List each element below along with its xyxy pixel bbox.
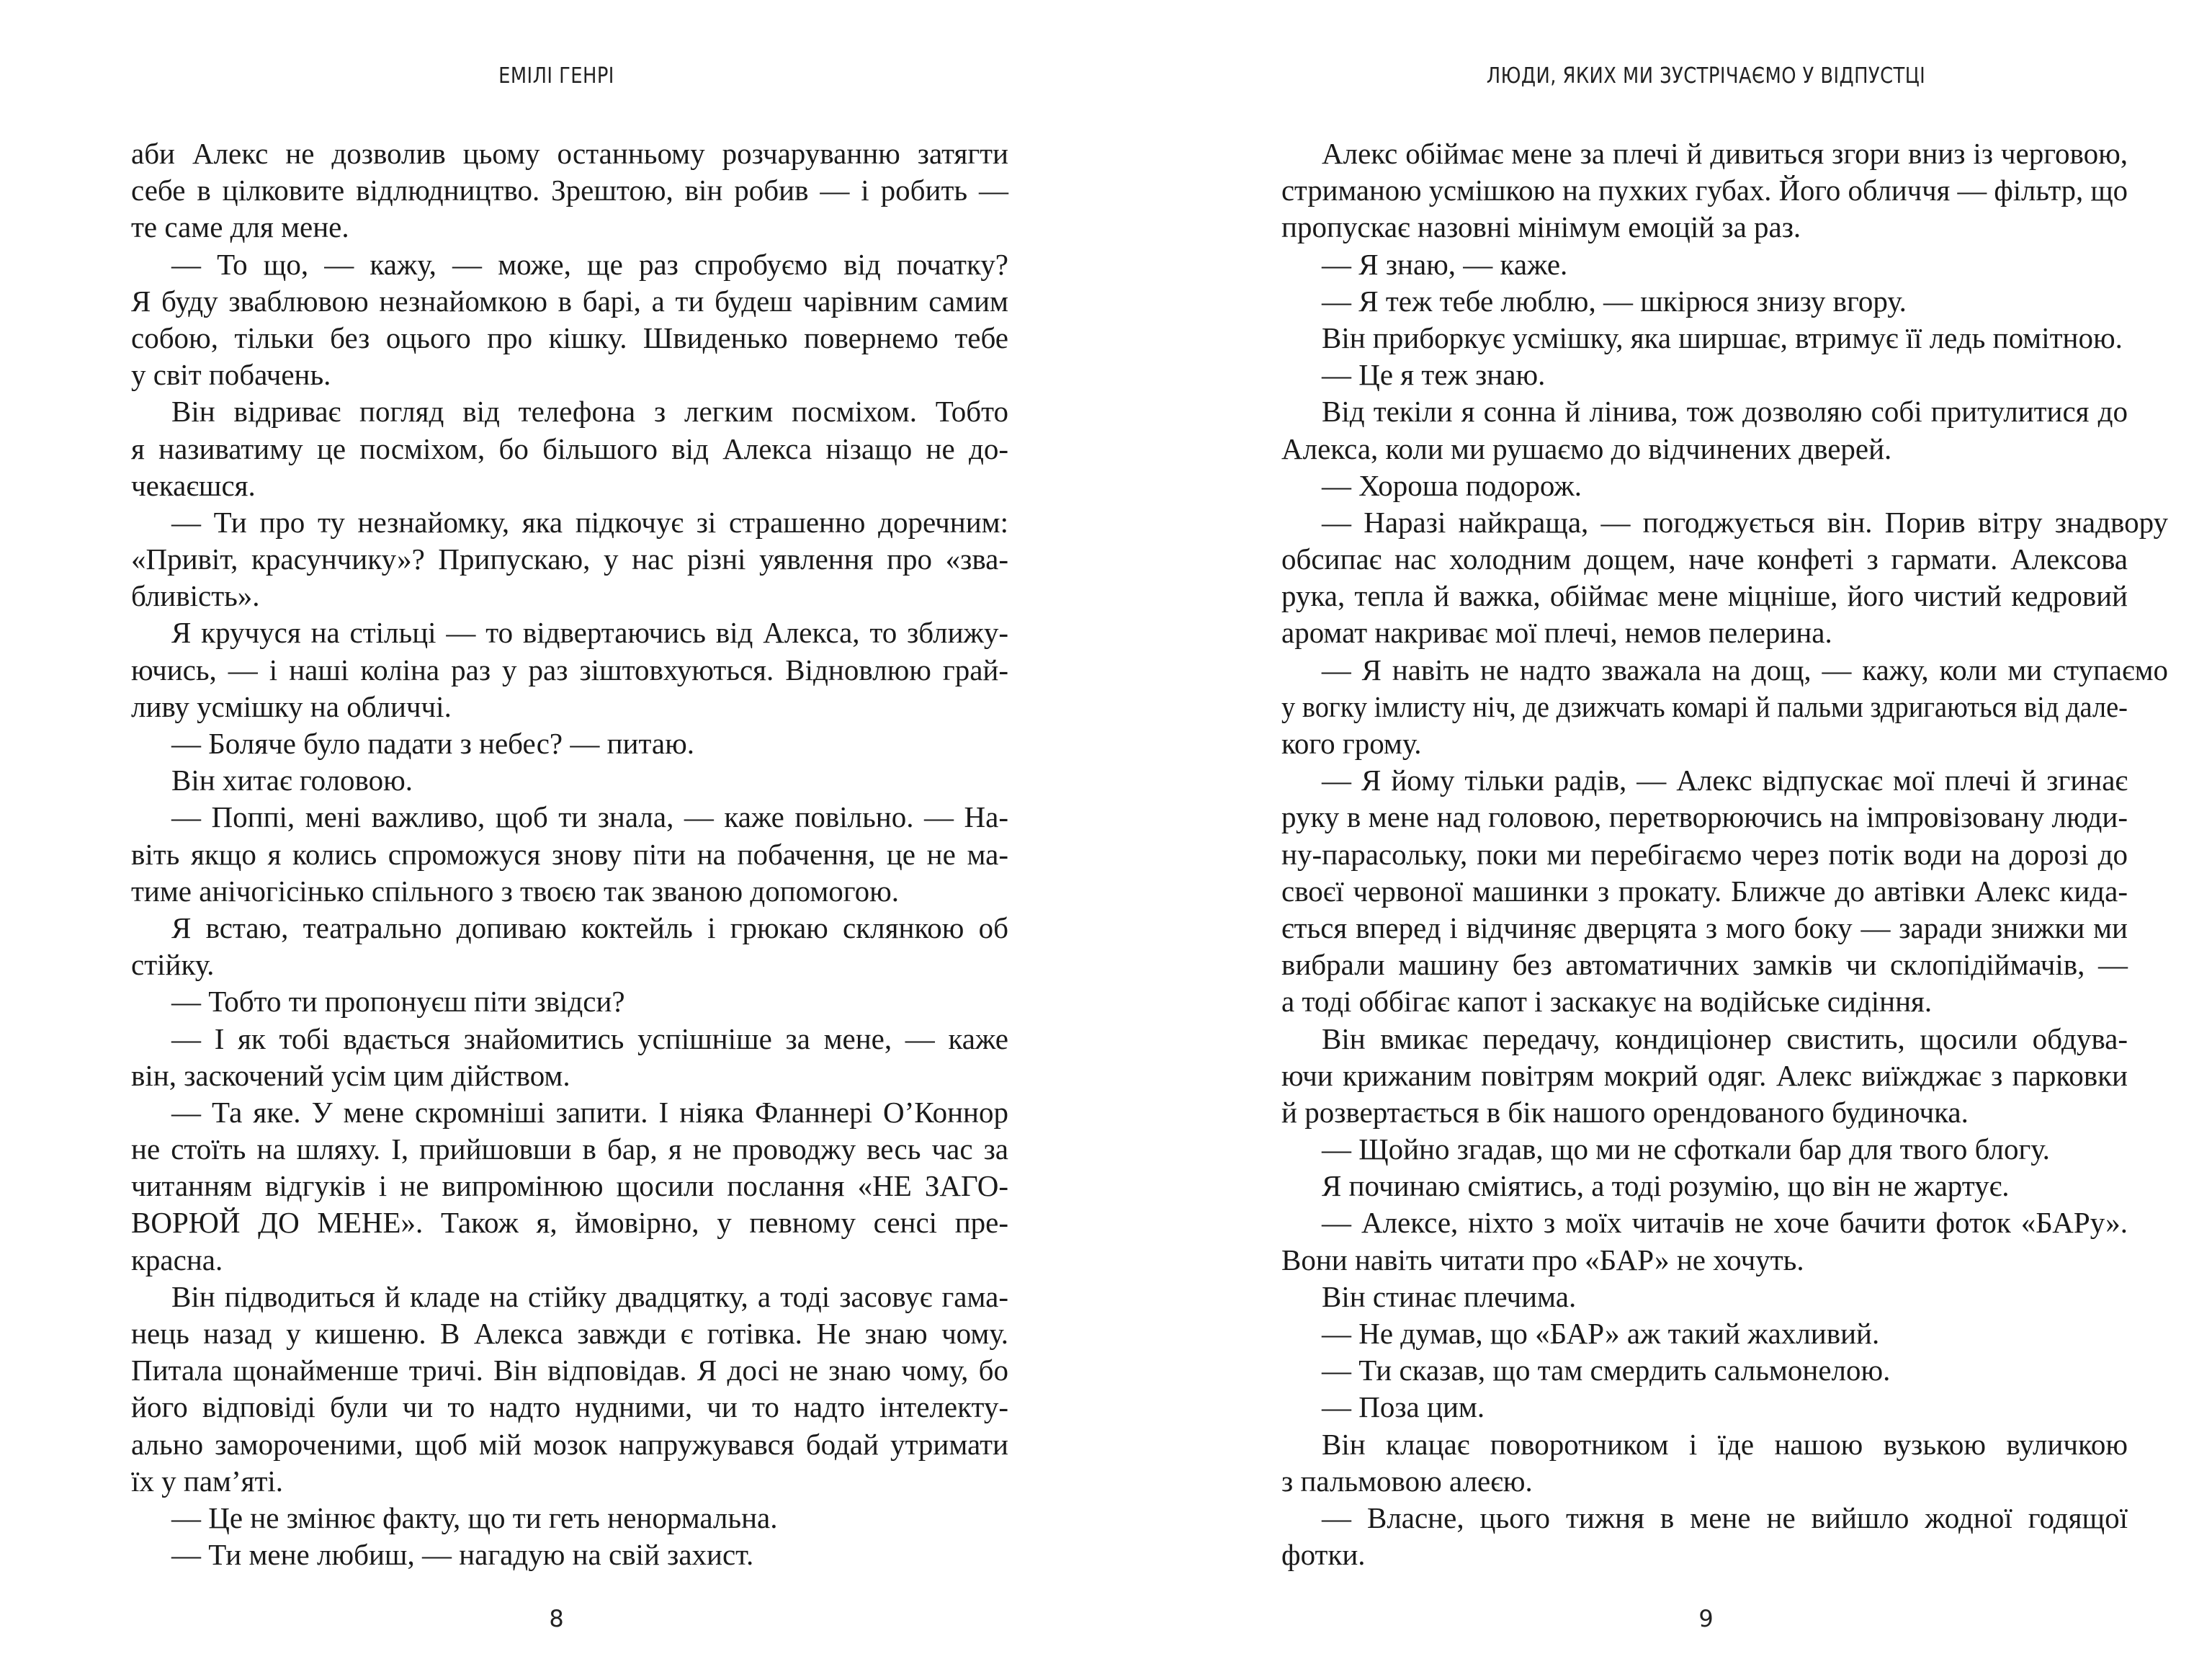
right-page bbox=[1106, 0, 2212, 1659]
text-line: обсипає нас холодним дощем, наче конфеті з гармати. Алексова bbox=[1281, 542, 2128, 576]
text-line: своєї червоної машинки з прокату. Ближче до автівки Алекс кида- bbox=[1281, 874, 2128, 908]
body-text bbox=[131, 135, 1008, 1573]
text-line: руку в мене над головою, перетворюючись на імпровізовану люди- bbox=[1281, 800, 2128, 834]
text-line: з пальмовою алеєю. bbox=[1281, 1464, 1533, 1498]
text-line: Від текіли я сонна й лінива, тож дозволяю собі притулитися до bbox=[1322, 395, 2128, 429]
text-line: не стоїть на шляху. І, прийшовши в бар, я не проводжу весь час за bbox=[131, 1132, 1008, 1166]
text-line: а тоді оббігає капот і заскакує на водійське сидіння. bbox=[1281, 985, 1933, 1019]
text-line: бливість». bbox=[131, 579, 260, 613]
text-line: Він клацає поворотником і їде нашою вузькою вуличкою bbox=[1322, 1427, 2128, 1461]
text-line: у світ побачень. bbox=[131, 358, 331, 392]
text-line: я називатиму це посміхом, бо більшого від Алекса нізащо не до- bbox=[131, 431, 1008, 465]
text-line: пропускає назовні мінімум емоцій за раз. bbox=[1281, 210, 1801, 244]
text-line: — Поза цим. bbox=[1322, 1390, 1485, 1424]
text-line: Вони навіть читати про «БАР» не хочуть. bbox=[1281, 1243, 1804, 1276]
text-line: стриманою усмішкою на пухких губах. Його обличчя — фільтр, що bbox=[1281, 174, 2128, 207]
text-line: вибрали машину без автоматичних замків чи склопідіймачів, — bbox=[1281, 948, 2128, 982]
text-line: — Я навіть не надто зважала на дощ, — кажу, коли ми ступаємо bbox=[1321, 653, 2168, 687]
text-line: Він стинає плечима. bbox=[1322, 1279, 1577, 1313]
text-line: те саме для мене. bbox=[131, 210, 349, 244]
text-line: — Я йому тільки радів, — Алекс відпускає мої плечі й згинає bbox=[1322, 764, 2128, 797]
text-line: фотки. bbox=[1281, 1538, 1366, 1572]
text-line: красна. bbox=[131, 1243, 223, 1276]
text-line: читанням відгуків і не випромінюю щосили послання «НЕ ЗАГО- bbox=[131, 1169, 1008, 1203]
text-line: його відповіді були чи то надто нудними, чи то надто інтелекту- bbox=[131, 1390, 1008, 1424]
text-line: ВОРЮЙ ДО МЕНЕ». Також я, ймовірно, у певному сенсі пре- bbox=[131, 1206, 1008, 1240]
text-line: — Алексе, ніхто з моїх читачів не хоче бачити фоток «БАРу». bbox=[1322, 1206, 2128, 1240]
text-line: й розвертається в бік нашого орендованого будиночка. bbox=[1281, 1095, 1969, 1129]
text-line: ально замороченими, щоб мій мозок напружувався бодай утримати bbox=[131, 1427, 1008, 1461]
text-line: аромат накриває мої плечі, немов пелерина. bbox=[1281, 616, 1832, 650]
text-line: Він хитає головою. bbox=[171, 764, 413, 797]
running-head-author: ЕМІЛІ ГЕНРІ bbox=[498, 63, 614, 89]
text-line: Він підводиться й кладе на стійку двадцятку, а тоді засовує гама- bbox=[171, 1279, 1008, 1313]
text-line: — Я знаю, — каже. bbox=[1322, 247, 1568, 281]
text-line: Я встаю, театрально допиваю коктейль і грюкаю склянкою об bbox=[171, 911, 1008, 944]
text-line: — Наразі найкраща, — погоджується він. Порив вітру знадвору bbox=[1322, 505, 2169, 539]
text-line: ється вперед і відчиняє дверцята з мого боку — заради знижки ми bbox=[1281, 911, 2128, 944]
text-line: «Привіт, красунчику»? Припускаю, у нас різні уявлення про «зва- bbox=[131, 542, 1008, 576]
page-number: 8 bbox=[549, 1605, 564, 1632]
page-number: 9 bbox=[1698, 1605, 1714, 1632]
text-line: ючись, — і наші коліна раз у раз зіштовхуються. Відновлюю грай- bbox=[131, 653, 1008, 687]
text-line: Він відриває погляд від телефона з легким посміхом. Тобто bbox=[171, 395, 1008, 429]
text-line: — Тобто ти пропонуєш піти звідси? bbox=[171, 985, 625, 1019]
text-line: ючи крижаним повітрям мокрий одяг. Алекс виїжджає з парковки bbox=[1281, 1058, 2128, 1092]
text-line: аби Алекс не дозволив цьому останньому розчаруванню затягти bbox=[131, 137, 1008, 170]
text-line: Він приборкує усмішку, яка ширшає, втримує її ледь помітною. bbox=[1322, 321, 2123, 354]
text-line: — Не думав, що «БАР» аж такий жахливий. bbox=[1322, 1317, 1880, 1350]
running-head-title: ЛЮДИ, ЯКИХ МИ ЗУСТРІЧАЄМО У ВІДПУСТЦІ bbox=[1486, 63, 1926, 89]
text-line: — Поппі, мені важливо, щоб ти знала, — каже повільно. — На- bbox=[171, 800, 1008, 834]
text-line: він, заскочений усім цим дійством. bbox=[131, 1058, 570, 1092]
text-line: рука, тепла й важка, обіймає мене міцніше, його чистий кедровий bbox=[1281, 579, 2128, 613]
text-line: — Ти мене любиш, — нагадую на свій захист. bbox=[171, 1538, 754, 1572]
text-line: себе в цілковите відлюдництво. Зрештою, він робив — і робить — bbox=[131, 174, 1008, 207]
text-line: — Боляче було падати з небес? — питаю. bbox=[171, 727, 694, 760]
text-line: собою, тільки без оцього про кішку. Швиденько повернемо тебе bbox=[131, 321, 1008, 354]
text-line: ну-парасольку, поки ми перебігаємо через потік води на дорозі до bbox=[1281, 837, 2128, 871]
text-line: нець назад у кишеню. В Алекса завжди є готівка. Не знаю чому. bbox=[131, 1317, 1008, 1350]
text-line: — То що, — кажу, — може, ще раз спробуємо від початку? bbox=[171, 247, 1008, 281]
text-line: віть якщо я колись спроможуся знову піти на побачення, це не ма- bbox=[131, 837, 1008, 871]
text-line: у вогку імлисту ніч, де дзижчать комарі й пальми здригаються від дале- bbox=[1281, 689, 2128, 723]
text-line: Питала щонайменше тричі. Він відповідав. Я досі не знаю чому, бо bbox=[131, 1354, 1008, 1387]
text-line: — Та яке. У мене скромніші запити. І ніяка Фланнері О’Коннор bbox=[171, 1095, 1008, 1129]
text-line: — Щойно згадав, що ми не сфоткали бар для твого блогу. bbox=[1322, 1132, 2050, 1166]
body-text bbox=[1281, 135, 2169, 1573]
text-line: тиме анічогісінько спільного з твоєю так званою допомогою. bbox=[131, 874, 899, 908]
text-line: ливу усмішку на обличчі. bbox=[131, 689, 452, 723]
text-line: — Власне, цього тижня в мене не вийшло жодної годящої bbox=[1322, 1501, 2128, 1534]
text-line: Алекс обіймає мене за плечі й дивиться згори вниз із черговою, bbox=[1322, 137, 2128, 170]
text-line: чекаєшся. bbox=[131, 468, 256, 502]
text-line: — Це я теж знаю. bbox=[1322, 358, 1546, 392]
text-line: — Хороша подорож. bbox=[1322, 468, 1582, 502]
text-line: їх у пам’яті. bbox=[131, 1464, 284, 1498]
text-line: — Це не змінює факту, що ти геть ненормальна. bbox=[171, 1501, 778, 1534]
text-line: Я кручуся на стільці — то відвертаючись від Алекса, то зближу- bbox=[171, 616, 1008, 650]
text-line: кого грому. bbox=[1281, 727, 1422, 760]
text-line: Я починаю сміятись, а тоді розумію, що він не жартує. bbox=[1322, 1169, 2010, 1203]
text-line: — І як тобі вдається знайомитись успішніше за мене, — каже bbox=[171, 1021, 1008, 1055]
text-line: Я буду зваблювою незнайомкою в барі, а ти будеш чарівним самим bbox=[131, 284, 1008, 318]
text-line: Він вмикає передачу, кондиціонер свистить, щосили обдува- bbox=[1322, 1021, 2128, 1055]
text-line: — Ти сказав, що там смердить сальмонелою. bbox=[1322, 1354, 1891, 1387]
text-line: — Я теж тебе люблю, — шкірюся знизу вгору. bbox=[1322, 284, 1907, 318]
text-line: — Ти про ту незнайомку, яка підкочує зі страшенно доречним: bbox=[171, 505, 1008, 539]
text-line: Алекса, коли ми рушаємо до відчинених дверей. bbox=[1281, 431, 1892, 465]
text-line: стійку. bbox=[131, 948, 215, 982]
